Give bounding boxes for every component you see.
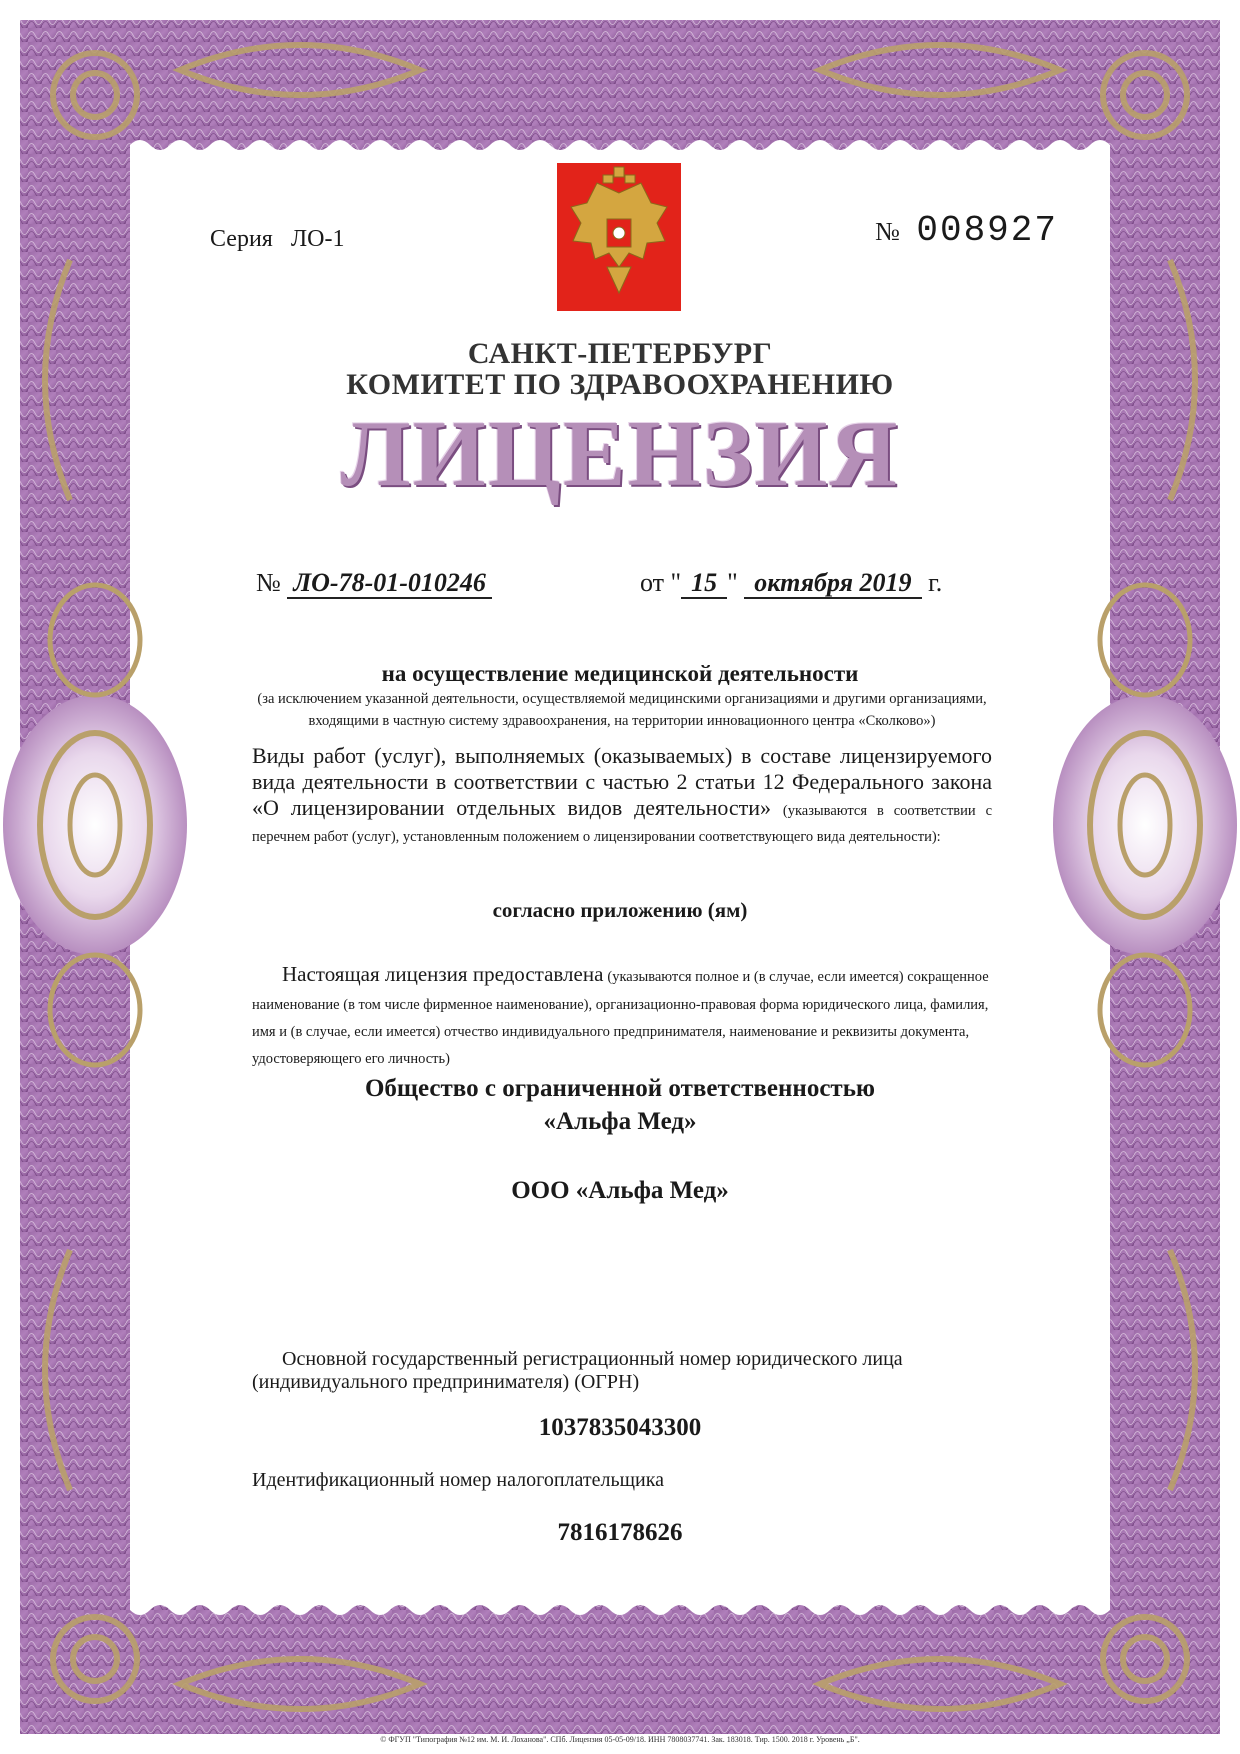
activity-type: на осуществление медицинской деятельности: [381, 661, 859, 686]
granted-paragraph: [252, 957, 992, 1073]
appendix-reference: согласно приложению (ям): [492, 898, 748, 922]
inn-label: Идентификационный номер налогоплательщика: [252, 1469, 665, 1491]
issuer-city: САНКТ-ПЕТЕРБУРГ: [467, 337, 773, 370]
license-day: 15: [681, 568, 727, 599]
series-value: ЛО-1: [290, 226, 345, 252]
ogrn-label: [252, 1348, 992, 1394]
series-line: [210, 226, 344, 253]
activity-note: (за исключением указанной деятельности, осуществляемой медицинскими организациями и другими организациями, входящими в частную систему здравоохранения, на территории инновационного центра «Сколково»): [257, 691, 987, 730]
date-prefix: от ": [640, 568, 682, 597]
works-main-text: Виды работ (услуг), выполняемых (оказываемых) в составе лицензируемого вида деятельности в соответствии с частью 2 статьи 12 Федерального закона «О лицензировании отдельных видов деятельности»: [252, 743, 992, 820]
blank-number: [875, 210, 1058, 251]
number-label: №: [875, 217, 900, 246]
document-title: ЛИЦЕНЗИЯ: [340, 402, 900, 506]
date-suffix: г.: [928, 568, 943, 597]
license-month-year: октября 2019: [744, 568, 921, 599]
works-note: (указываются в соответствии с перечнем работ (услуг), установленным положением о лицензировании соответствующего вида деятельности):: [252, 802, 993, 845]
license-number: ЛО-78-01-010246: [287, 568, 492, 599]
granted-note: (указываются полное и (в случае, если имеется) сокращенное наименование (в том числе фирменное наименование), организационно-правовая форма юридического лица, фамилия, имя и (в случае, если имеется) отчество индивидуального предпринимателя, наименование и реквизиты документа, удостоверяющего его личность): [252, 969, 989, 1068]
ogrn-value: 1037835043300: [538, 1414, 702, 1441]
organization-short-name: ООО «Альфа Мед»: [511, 1177, 729, 1204]
organization-full-name-line2: «Альфа Мед»: [543, 1108, 697, 1135]
number-value: 008927: [916, 210, 1058, 251]
license-number-line: [256, 568, 492, 598]
coat-of-arms-icon: [557, 163, 681, 311]
printer-imprint: © ФГУП "Типография №12 им. М. И. Лоханова". СПб. Лицензия 05-05-09/18. ИНН 7808037741. Зак. 183018. Тир. 1500. 2018 г. Уровень „Б".: [380, 1735, 860, 1744]
date-mid: ": [727, 568, 738, 597]
works-paragraph: [252, 743, 992, 847]
inn-value: 7816178626: [557, 1519, 683, 1546]
ogrn-label-line2: (индивидуального предпринимателя) (ОГРН): [252, 1371, 640, 1393]
series-label: Серия: [210, 226, 273, 252]
granted-main-text: Настоящая лицензия предоставлена: [282, 962, 604, 986]
ogrn-label-line1: Основной государственный регистрационный номер юридического лица: [282, 1348, 903, 1370]
license-number-label: №: [256, 568, 281, 597]
organization-full-name-line1: Общество с ограниченной ответственностью: [364, 1075, 876, 1102]
issuer-committee: КОМИТЕТ ПО ЗДРАВООХРАНЕНИЮ: [346, 368, 894, 401]
license-date-line: [640, 568, 942, 598]
